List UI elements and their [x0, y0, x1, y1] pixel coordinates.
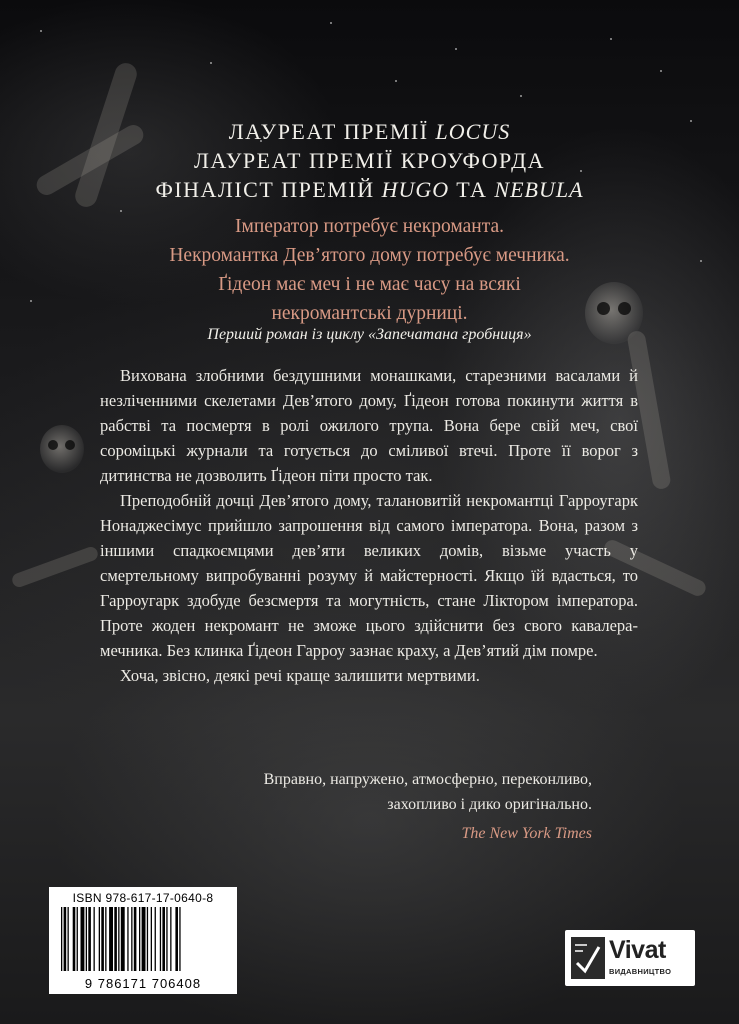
isbn-barcode — [49, 887, 237, 994]
tagline-line: Ґідеон має меч і не має часу на всякі — [218, 274, 521, 295]
synopsis-paragraph: Вихована злобними бездушними монашками, старезними васалами й незліченними скелетами Дев’ятого дому, Ґідеон готова покинути життя в рабстві та посмертя в ролі ожилого трупа. Вона бере свій меч, свої сороміцькі журнали та готується до сміливої втечі. Проте її ворог з дитинства не дозволить Ґідеон піти просто так. — [100, 366, 638, 485]
bone-decoration — [10, 545, 99, 589]
publisher-sub: ВИДАВНИЦТВО — [609, 967, 672, 976]
award-finalist: ФІНАЛІСТ ПРЕМІЙ HUGO ТА NEBULA — [155, 177, 584, 202]
isbn-digits: 9 786171 706408 — [84, 976, 202, 991]
awards-block — [0, 117, 739, 204]
publisher-name: Vivat — [609, 936, 666, 964]
synopsis-paragraph: Преподобній дочці Дев’ятого дому, талановитій некромантці Гарроугарк Нонаджесімус прийшло запрошення від самого імператора. Вона, разом з іншими спадкоємцями дев’яти великих домів, візьме участь у смертельному випробуванні розуму й майстерності. Якщо їй вдасться, то Гарроугарк здобуде безсмертя та могутність, стане Ліктором імператора. Проте жоден некромант не зможе цього здійснити без свого кавалера-мечника. Без клинка Ґідеон Гарроу зазнає краху, а Дев’ятий дім помре. — [100, 491, 638, 660]
vivat-mark-icon — [571, 937, 605, 979]
barcode-icon — [61, 907, 225, 971]
skull-decoration — [40, 425, 84, 473]
tagline — [0, 212, 739, 328]
review-quote — [192, 767, 592, 846]
award-locus: ЛАУРЕАТ ПРЕМІЇ LOCUS — [228, 119, 511, 144]
quote-source: The New York Times — [461, 825, 592, 842]
isbn-label: ISBN 978-617-17-0640-8 — [72, 891, 214, 905]
publisher-logo — [565, 930, 695, 986]
tagline-line: Некромантка Дев’ятого дому потребує мечника. — [169, 245, 570, 266]
tagline-line: Імператор потребує некроманта. — [234, 216, 504, 237]
award-crawford: ЛАУРЕАТ ПРЕМІЇ КРОУФОРДА — [193, 148, 546, 173]
quote-line: захопливо і дико оригінально. — [387, 796, 592, 813]
series-note: Перший роман із циклу «Запечатана гробниця» — [207, 326, 532, 343]
quote-line: Вправно, напружено, атмосферно, переконливо, — [263, 771, 592, 788]
synopsis — [100, 363, 638, 688]
tagline-line: некромантські дурниці. — [271, 303, 468, 324]
synopsis-paragraph: Хоча, звісно, деякі речі краще залишити мертвими. — [120, 666, 480, 685]
